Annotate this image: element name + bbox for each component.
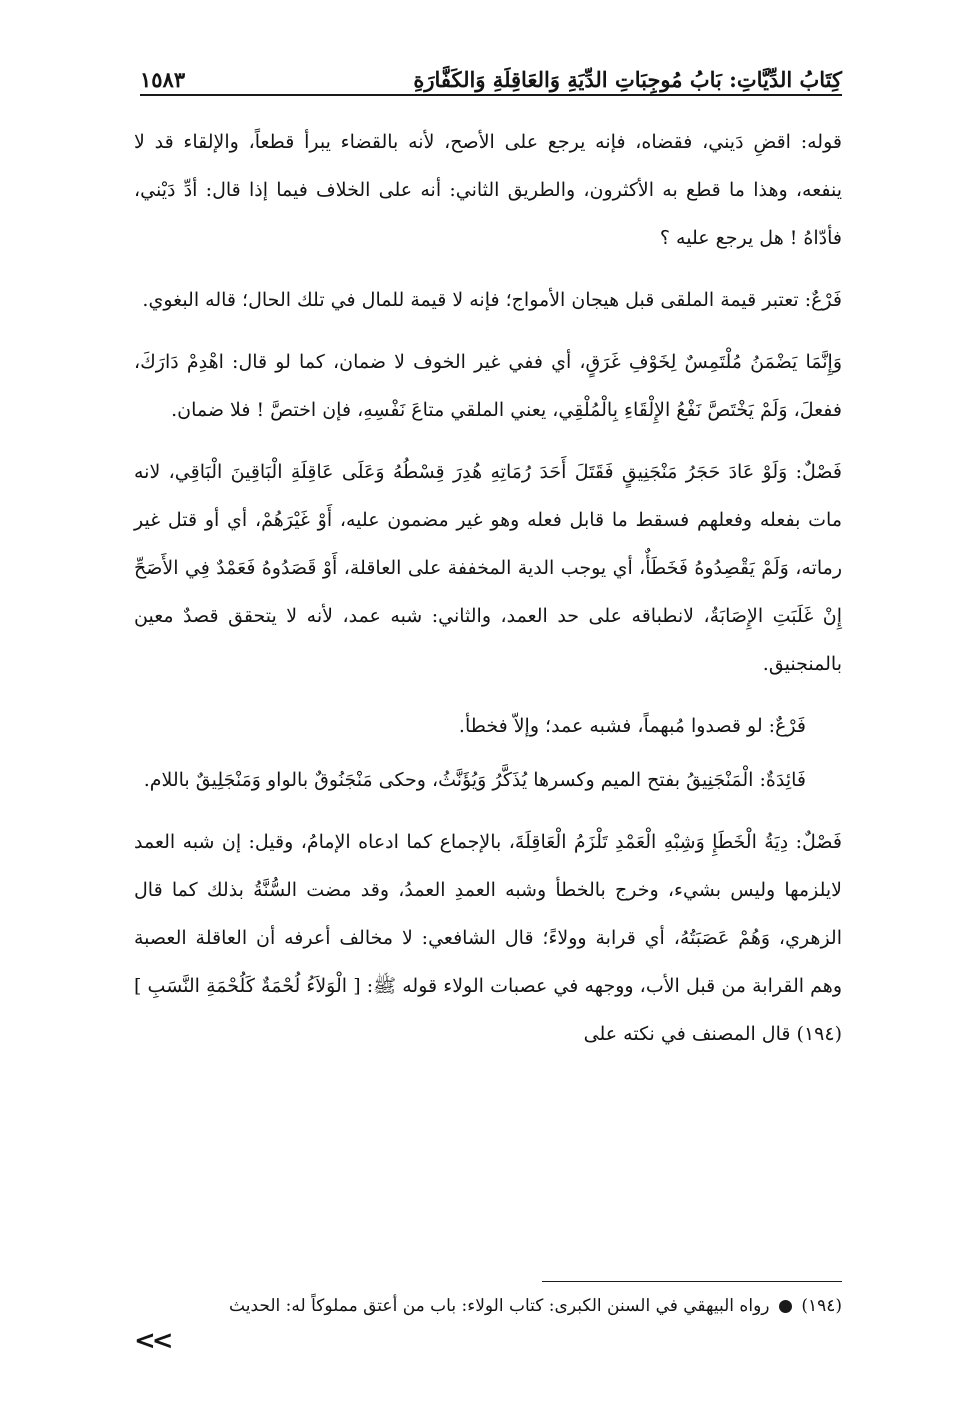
footnote-number: (١٩٤): [801, 1296, 842, 1316]
footnote-divider: [542, 1281, 842, 1282]
page-number: ١٥٨٣: [140, 66, 186, 92]
paragraph-section-catapult: فَصْلٌ: وَلَوْ عَادَ حَجَرُ مَنْجَنِيقٍ فَقَتَلَ أَحَدَ رُمَاتِهِ هُدِرَ قِسْطُهُ وَعَلَى عَاقِلَةِ الْبَاقِينَ الْبَاقِي، لانه مات بفعله وفعلهم فسقط ما قابل فعله وهو غير مضمون عليه، أَوْ غَيْرَهُمْ، أي أو قتل غير رماته، وَلَمْ يَقْصِدُوهُ فَخَطَأٌ، أي يوجب الدية المخففة على العاقلة، أَوْ قَصَدُوهُ فَعَمْدٌ فِي الأَصَحِّ إِنْ غَلَبَتِ الإِصَابَةُ، لانطباقه على حد العمد، والثاني: شبه عمد، لأنه لا يتحقق قصدٌ معين بالمنجنيق.: [134, 461, 842, 675]
paragraph-debt-payment: قوله: اقضِ دَيني، فقضاه، فإنه يرجع على الأصح، لأنه بالقضاء يبرأ قطعاً، والإلقاء قد لا ينفعه، وهذا ما قطع به الأكثرون، والطريق الثاني: أنه على الخلاف فيما إذا قال: أدِّ دَيْني، فأدّاهُ ! هل يرجع عليه ؟: [134, 131, 842, 249]
paragraph-benefit-note: فَائِدَةٌ: الْمَنْجَنِيقُ بفتح الميم وكسرها يُذَكَّرُ وَيُؤَنَّثُ، وحكى مَنْجَنُوقٌ بالواو وَمَنْجَلِيقٌ باللام.: [143, 769, 806, 791]
paragraph-liability-fear: وَإِنَّمَا يَضْمَنُ مُلْتَمِسٌ لِخَوْفِ غَرَقٍ، أي ففي غير الخوف لا ضمان، كما لو قال: اهْدِمْ دَارَكَ، ففعلَ، وَلَمْ يَخْتَصَّ نَفْعُ الإِلْقَاءِ بِالْمُلْقِي، يعني الملقي متاعَ نَفْسِهِ، فإن اختصَّ ! فلا ضمان.: [134, 351, 842, 421]
running-header: [140, 52, 842, 96]
paragraph-section-blood-money: فَصْلٌ: دِيَةُ الْخَطَإِ وَشِبْهِ الْعَمْدِ تَلْزَمُ الْعَاقِلَةَ، بالإجماع كما ادعاه الإمامُ، وقيل: إن شبه العمد لايلزمها وليس بشيء، وخرج بالخطأ وشبه العمدِ العمدُ، وقد مضت السُّنَّةُ بذلك كما قال الزهري، وَهُمْ عَصَبَتُهُ، أي قرابة وولاءً؛ قال الشافعي: لا مخالف أعرفه أن العاقلة العصبة وهم القرابة من قبل الأب، ووجهه في عصبات الولاء قوله ﷺ: [ الْوَلاَءُ لُحْمَةٌ كَلُحْمَةِ النَّسَبِ ](١٩٤) قال المصنف في نكته على: [134, 831, 842, 1045]
footnote: [134, 1290, 842, 1322]
continue-mark: <<: [134, 1326, 170, 1356]
paragraph-branch-value: فَرْعٌ: تعتبر قيمة الملقى قبل هيجان الأمواج؛ فإنه لا قيمة للمال في تلك الحال؛ قاله البغوي.: [142, 289, 842, 311]
footnote-text: رواه البيهقي في السنن الكبرى: كتاب الولاء: باب من أعتق مملوكاً له: الحديث: [229, 1296, 770, 1316]
body-text: [134, 118, 842, 1072]
bullet-icon: [779, 1300, 792, 1313]
running-title: كِتَابُ الدِّيَّاتِ: بَابُ مُوجِبَاتِ الدِّيَةِ وَالعَاقِلَةِ وَالكَفَّارَةِ: [413, 66, 842, 92]
paragraph-branch-intent: فَرْعٌ: لو قصدوا مُبهماً، فشبه عمد؛ وإلاّ فخطأ.: [458, 715, 806, 737]
